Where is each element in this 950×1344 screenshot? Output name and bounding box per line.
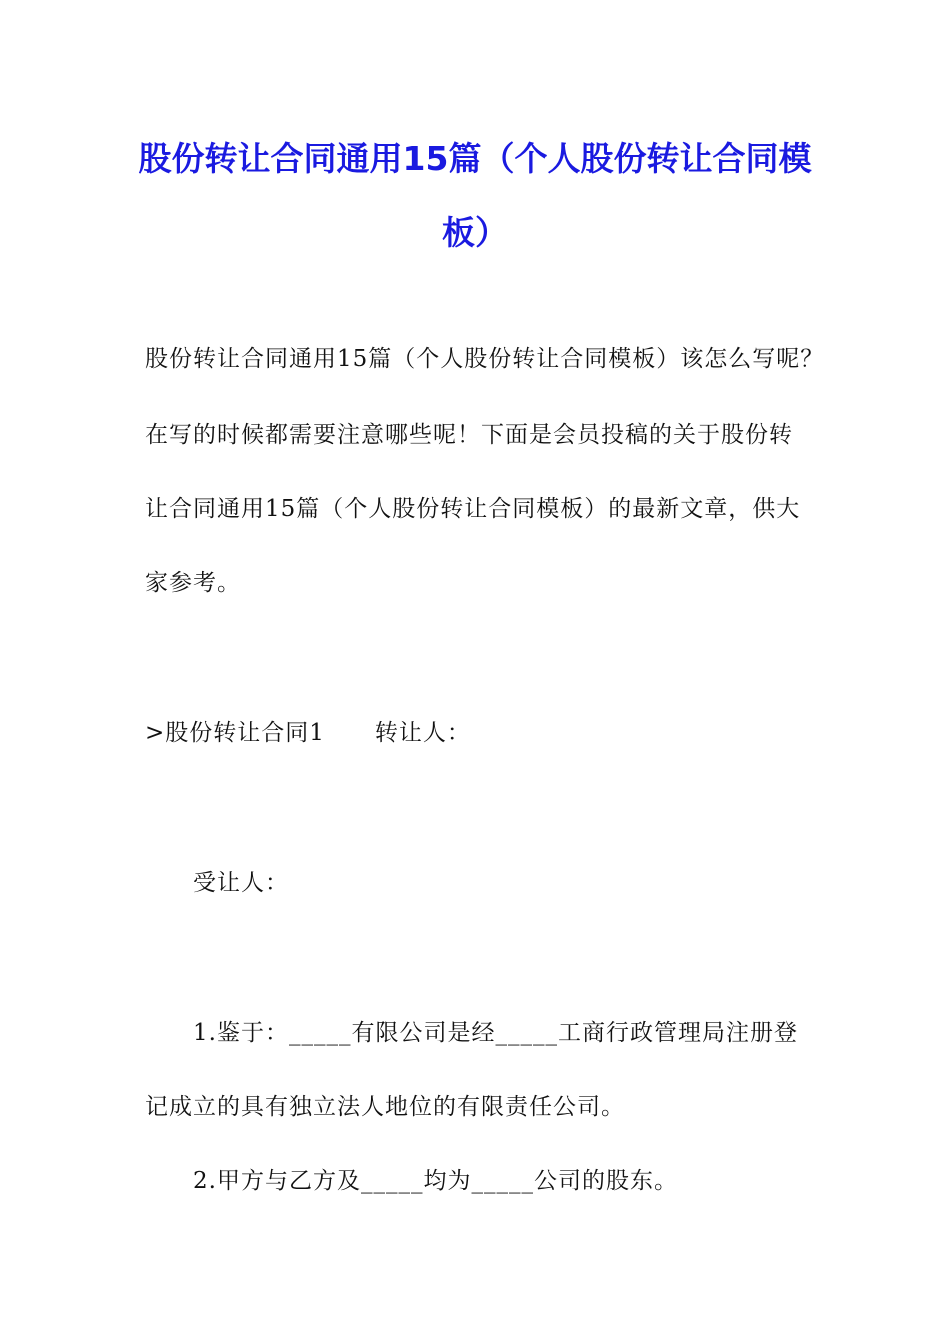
document-title: 股份转让合同通用15篇（个人股份转让合同模板） xyxy=(138,139,812,252)
clause-2: 2.甲方与乙方及_____均为_____公司的股东。 xyxy=(193,1168,678,1194)
intro-line-4: 家参考。 xyxy=(145,570,241,596)
transferor-label: 转让人： xyxy=(374,720,471,746)
clause-1-line-1: 1.鉴于：_____有限公司是经_____工商行政管理局注册登 xyxy=(193,1020,798,1046)
section-heading: >股份转让合同1 xyxy=(145,720,325,746)
intro-line-2: 在写的时候都需要注意哪些呢！下面是会员投稿的关于股份转 xyxy=(145,422,793,448)
section-heading-line xyxy=(145,718,471,748)
clause-1-line-2: 记成立的具有独立法人地位的有限责任公司。 xyxy=(145,1094,625,1120)
transferee-label: 受让人： xyxy=(193,870,289,896)
intro-line-3: 让合同通用15篇（个人股份转让合同模板）的最新文章，供大 xyxy=(145,496,801,522)
intro-line-1: 股份转让合同通用15篇（个人股份转让合同模板）该怎么写呢？ xyxy=(145,346,825,372)
